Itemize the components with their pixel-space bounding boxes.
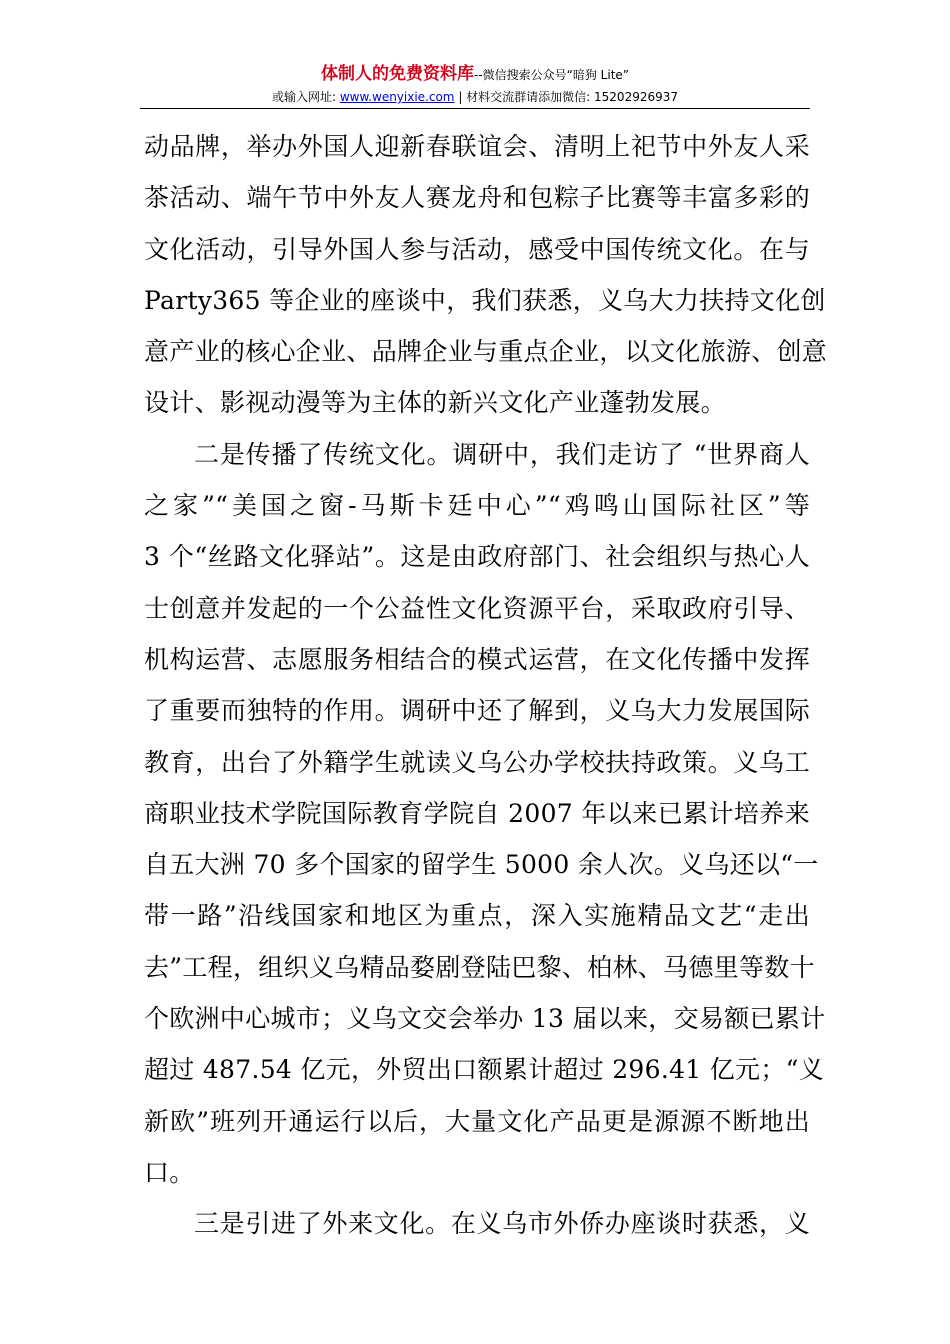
text-line: 个欧洲中心城市；义乌文交会举办 13 届以来，交易额已累计	[144, 1004, 826, 1034]
text-line: 教育，出台了外籍学生就读义乌公办学校扶持政策。义乌工	[144, 747, 810, 777]
text-line: 设计、影视动漫等为主体的新兴文化产业蓬勃发展。	[144, 388, 726, 418]
text-line: 自五大洲 70 多个国家的留学生 5000 余人次。义乌还以“一	[144, 850, 819, 880]
paragraph-start-line: 二是传播了传统文化。调研中，我们走访了 “世界商人	[194, 439, 810, 469]
text-line: 超过 487.54 亿元，外贸出口额累计超过 296.41 亿元；“义	[144, 1055, 825, 1085]
text-line: 文化活动，引导外国人参与活动，感受中国传统文化。在与	[144, 234, 810, 264]
header-contact-line	[0, 91, 950, 103]
paragraph-start-line: 三是引进了外来文化。在义乌市外侨办座谈时获悉，义	[194, 1209, 810, 1239]
text-line: 3 个“丝路文化驿站”。这是由政府部门、社会组织与热心人	[144, 542, 810, 572]
url-prefix: 或输入网址:	[271, 90, 340, 104]
header-divider	[140, 108, 810, 109]
text-line: 茶活动、端午节中外友人赛龙舟和包粽子比赛等丰富多彩的	[144, 183, 810, 213]
text-line: 意产业的核心企业、品牌企业与重点企业，以文化旅游、创意	[144, 337, 828, 367]
text-line: 商职业技术学院国际教育学院自 2007 年以来已累计培养来	[144, 798, 810, 828]
site-url-link[interactable]: www.wenyixie.com	[339, 90, 455, 104]
page-header	[0, 66, 950, 103]
text-line: 新欧”班列开通运行以后，大量文化产品更是源源不断地出	[144, 1106, 810, 1136]
site-name: 体制人的免费资料库	[320, 64, 474, 84]
header-title-line	[0, 66, 950, 86]
text-line: 了重要而独特的作用。调研中还了解到，义乌大力发展国际	[144, 696, 810, 726]
text-line: 之家”“美国之窗-马斯卡廷中心”“鸡鸣山国际社区”等	[144, 491, 810, 521]
header-slogan: --微信搜索公众号“暗狗 Lite”	[473, 68, 630, 82]
text-line: 口。	[144, 1157, 195, 1187]
text-line: 动品牌，举办外国人迎新春联谊会、清明上祀节中外友人采	[144, 132, 810, 161]
text-line: 去”工程，组织义乌精品婺剧登陆巴黎、柏林、马德里等数十	[144, 952, 815, 982]
text-line: 带一路”沿线国家和地区为重点，深入实施精品文艺“走出	[144, 901, 810, 931]
wechat-contact: | 材料交流群请添加微信: 15202926937	[454, 90, 679, 104]
text-line: Party365 等企业的座谈中，我们获悉，义乌大力扶持文化创	[144, 285, 826, 315]
document-body	[144, 121, 828, 1250]
text-line: 士创意并发起的一个公益性文化资源平台，采取政府引导、	[144, 593, 810, 623]
text-line: 机构运营、志愿服务相结合的模式运营，在文化传播中发挥	[144, 644, 810, 674]
